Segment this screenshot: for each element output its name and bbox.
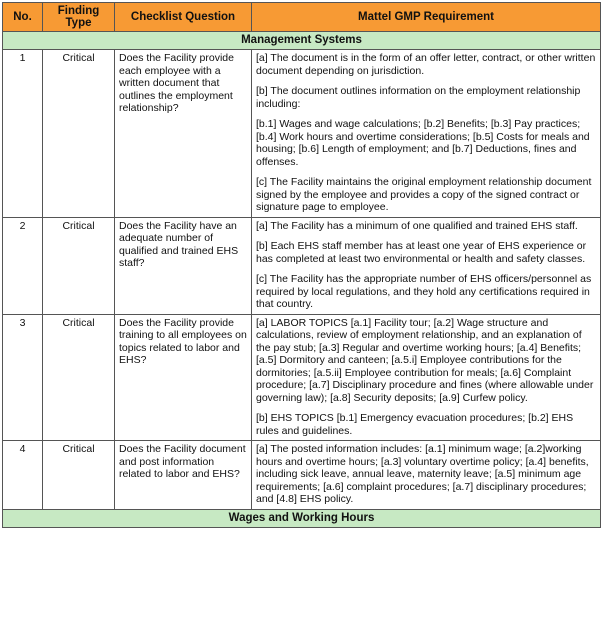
requirement-paragraph: [b] Each EHS staff member has at least one year of EHS experience or has completed at least two environmental or health and safety classes.	[256, 240, 587, 265]
requirement-cell	[252, 441, 601, 510]
finding-type: Critical	[43, 441, 115, 510]
finding-type: Critical	[43, 217, 115, 314]
requirement-cell	[252, 314, 601, 441]
table-body	[3, 32, 601, 528]
section-title: Wages and Working Hours	[3, 509, 601, 527]
requirement-paragraph: [a] The document is in the form of an offer letter, contract, or other written document depending on jurisdiction.	[256, 52, 596, 77]
requirement-cell	[252, 50, 601, 218]
checklist-question: Does the Facility document and post information related to labor and EHS?	[115, 441, 252, 510]
gmp-checklist-table	[2, 2, 601, 528]
requirement-paragraph: [a] The posted information includes: [a.1] minimum wage; [a.2]working hours and overtime hours; [a.3] voluntary overtime policy; [a.4] benefits, including sick leave, annual leave, maternity leave; [a.5] minimum age requirements; [a.6] complaint procedures; [a.7] disciplinary procedures; and [4.8] EHS policy.	[256, 443, 589, 505]
requirement-paragraph: [c] The Facility maintains the original employment relationship document signed by the employee and provides a copy of the signed contract or signature page to employee.	[256, 176, 592, 213]
row-number: 2	[3, 217, 43, 314]
section-header-row	[3, 32, 601, 50]
table-row	[3, 441, 601, 510]
section-header-row	[3, 509, 601, 527]
table-row	[3, 50, 601, 218]
row-number: 4	[3, 441, 43, 510]
table-row	[3, 314, 601, 441]
checklist-question: Does the Facility provide each employee with a written document that outlines the employment relationship?	[115, 50, 252, 218]
finding-type: Critical	[43, 50, 115, 218]
requirement-cell	[252, 217, 601, 314]
header-checklist-question: Checklist Question	[115, 3, 252, 32]
checklist-question: Does the Facility provide training to all employees on topics related to labor and EHS?	[115, 314, 252, 441]
requirement-paragraph: [b] The document outlines information on the employment relationship including:	[256, 85, 581, 110]
checklist-question: Does the Facility have an adequate number of qualified and trained EHS staff?	[115, 217, 252, 314]
requirement-paragraph: [a] LABOR TOPICS [a.1] Facility tour; [a.2] Wage structure and calculations, review of employment relationship, and an explanation of the pay stub; [a.3] Regular and overtime working hours; [a.4] Benefits; [a.5] Dormitory and canteen; [a.5.i] Employee contributions for the dormitories; [a.5.ii] Employee contribution for meals; [a.6] Complaint procedure; [a.7] Disciplinary procedure and fines (where allowable under governing law); [a.8] Security deposits; [a.9] Curfew policy.	[256, 316, 594, 404]
requirement-paragraph: [b] EHS TOPICS [b.1] Emergency evacuation procedures; [b.2] EHS rules and guidelines.	[256, 412, 574, 437]
requirement-paragraph: [c] The Facility has the appropriate number of EHS officers/personnel as required by local regulations, and they hold any certifications required in that country.	[256, 273, 592, 310]
section-title: Management Systems	[3, 32, 601, 50]
finding-type: Critical	[43, 314, 115, 441]
header-requirement: Mattel GMP Requirement	[252, 3, 601, 32]
table-header-row	[3, 3, 601, 32]
requirement-paragraph: [b.1] Wages and wage calculations; [b.2] Benefits; [b.3] Pay practices; [b.4] Work hours and overtime considerations; [b.5] Costs for meals and housing; [b.6] Length of employment; and [b.7] Deductions, fines and offenses.	[256, 118, 590, 168]
header-no: No.	[3, 3, 43, 32]
header-finding-type: Finding Type	[43, 3, 115, 32]
table-row	[3, 217, 601, 314]
row-number: 1	[3, 50, 43, 218]
row-number: 3	[3, 314, 43, 441]
requirement-paragraph: [a] The Facility has a minimum of one qualified and trained EHS staff.	[256, 219, 578, 232]
